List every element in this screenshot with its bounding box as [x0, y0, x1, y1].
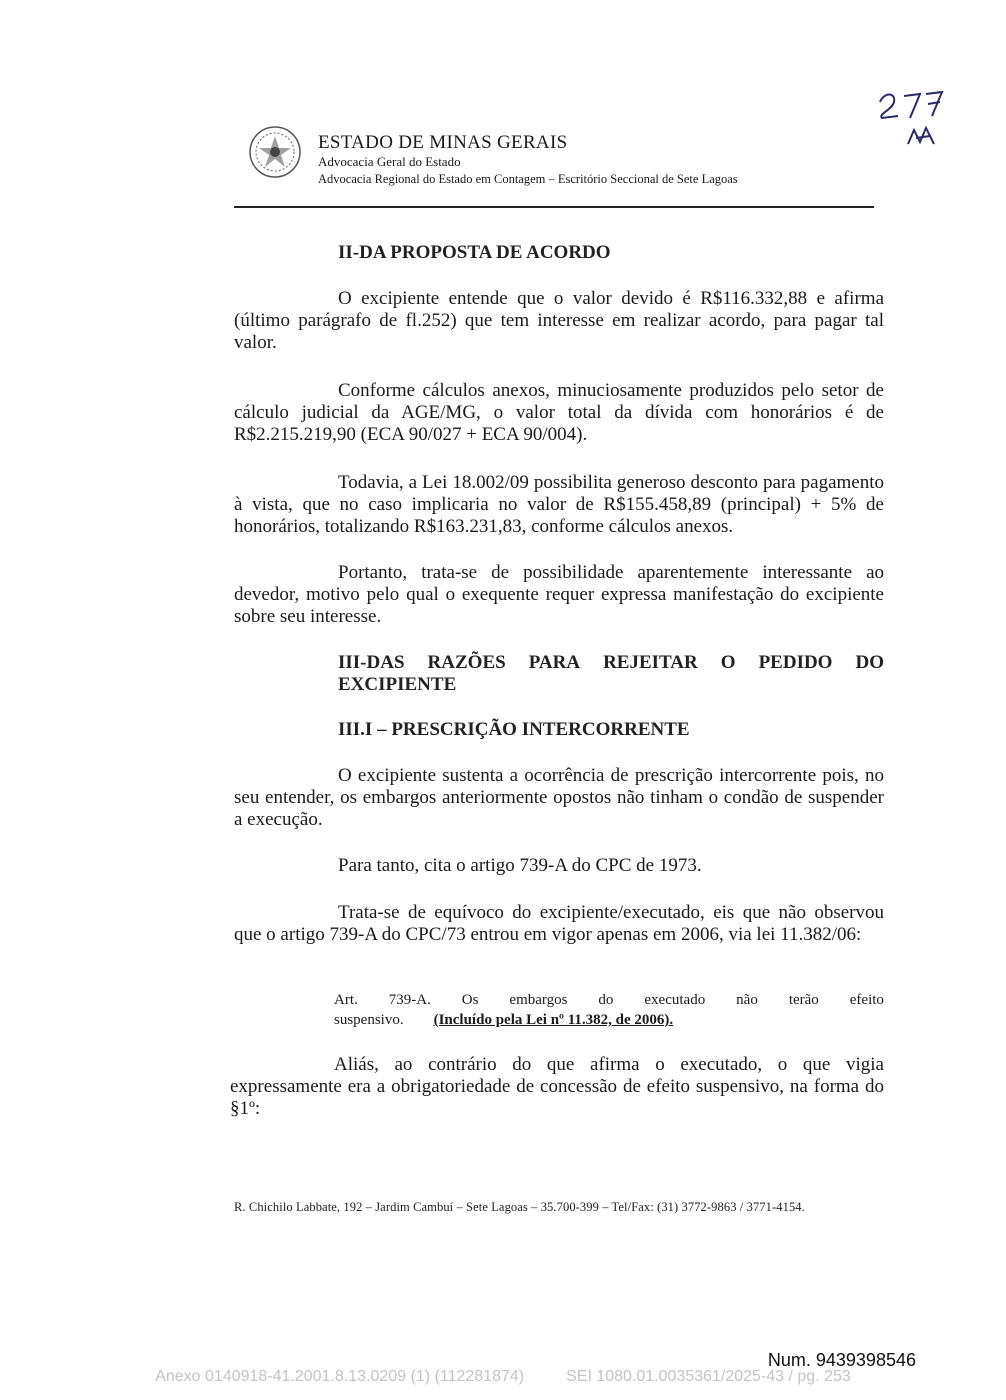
- paragraph-prescricao: O excipiente sustenta a ocorrência de prescrição intercorrente pois, no seu entender, os embargos anteriormente opostos não tinham o condão de suspender a execução.: [234, 765, 884, 830]
- paragraph-equivoco: Trata-se de equívoco do excipiente/executado, eis que não observou que o artigo 739-A do CPC/73 entrou em vigor apenas em 2006, via lei 11.382/06:: [234, 902, 884, 945]
- header-divider: [234, 206, 874, 208]
- section-heading-proposta: II-DA PROPOSTA DE ACORDO: [338, 242, 611, 263]
- paragraph-calculos: Conforme cálculos anexos, minuciosamente produzidos pelo setor de cálculo judicial da AGE/MG, o valor total da dívida com honorários é de R$2.215.219,90 (ECA 90/027 + ECA 90/004).: [234, 380, 884, 445]
- quote-note: (Incluído pela Lei nº 11.382, de 2006).: [433, 1012, 674, 1028]
- document-number: Num. 9439398546: [767, 1350, 916, 1370]
- handwritten-page-number: [872, 84, 962, 154]
- state-coat-of-arms-icon: [248, 122, 302, 182]
- paragraph-manifestacao: Portanto, trata-se de possibilidade aparentemente interessante ao devedor, motivo pelo qual o exequente requer expressa manifestação do excipiente sobre seu interesse.: [234, 562, 884, 627]
- org-office: Advocacia Regional do Estado em Contagem – Escritório Seccional de Sete Lagoas: [318, 172, 738, 186]
- legal-quote: Art. 739-A. Os embargos do executado não terão efeito suspensivo. (Incluído pela Lei nº 11.382, de 2006).: [334, 992, 884, 1028]
- org-subtitle: Advocacia Geral do Estado: [318, 154, 461, 169]
- org-title: ESTADO DE MINAS GERAIS: [318, 132, 568, 153]
- subsection-heading-prescricao: III.I – PRESCRIÇÃO INTERCORRENTE: [338, 719, 690, 740]
- watermark-stamp: Anexo 0140918-41.2001.8.13.0209 (1) (112281874) SEI 1080.01.0035361/2025-43 / pg. 253: [155, 1368, 851, 1385]
- paragraph-efeito-suspensivo: Aliás, ao contrário do que afirma o executado, o que vigia expressamente era a obrigatoriedade de concessão de efeito suspensivo, na forma do §1º:: [230, 1054, 884, 1119]
- paragraph-desconto: Todavia, a Lei 18.002/09 possibilita generoso desconto para pagamento à vista, que no caso implicaria no valor de R$155.458,89 (principal) + 5% de honorários, totalizando R$163.231,83, conforme cálculos anexos.: [234, 472, 884, 537]
- paragraph-valor-devido: O excipiente entende que o valor devido é R$116.332,88 e afirma (último parágrafo de fl.252) que tem interesse em realizar acordo, para pagar tal valor.: [234, 288, 884, 353]
- section-heading-razoes: III-DAS RAZÕES PARA REJEITAR O PEDIDO DO EXCIPIENTE: [338, 652, 884, 695]
- paragraph-artigo: Para tanto, cita o artigo 739-A do CPC de 1973.: [338, 855, 702, 876]
- footer-address: R. Chichilo Labbate, 192 – Jardim Cambuí – Sete Lagoas – 35.700-399 – Tel/Fax: (31) 3772-9863 / 3771-4154.: [234, 1200, 805, 1214]
